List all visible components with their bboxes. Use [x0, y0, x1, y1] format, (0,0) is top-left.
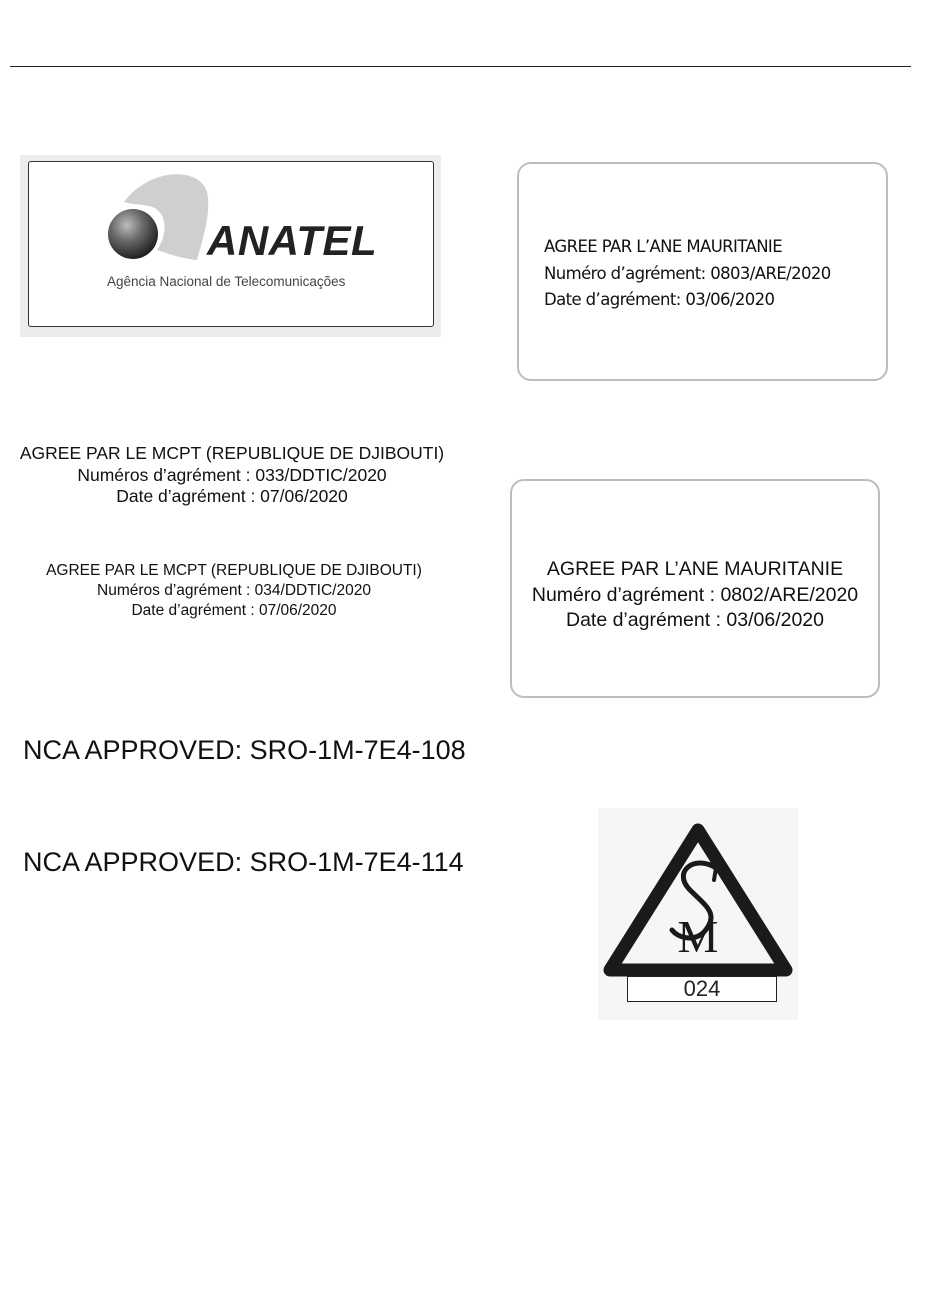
mauritanie-approval-box-2 — [510, 479, 880, 698]
sm-letter-m: M — [677, 911, 719, 962]
anatel-logo-panel — [20, 155, 441, 337]
nca-approval-1: NCA APPROVED: SRO-1M-7E4-108 — [23, 735, 466, 765]
anatel-logo — [28, 161, 434, 327]
nca-approval-2: NCA APPROVED: SRO-1M-7E4-114 — [23, 847, 464, 877]
mauritanie-2-title: AGREE PAR L’ANE MAURITANIE — [546, 558, 844, 580]
djibouti-2-number: Numéros d’agrément : 034/DDTIC/2020 — [97, 582, 371, 599]
anatel-name: ANATEL — [207, 217, 378, 264]
sm-certification-mark — [598, 808, 798, 1020]
djibouti-approval-2 — [12, 561, 456, 621]
sm-mark-number: 024 — [627, 976, 777, 1002]
djibouti-1-number: Numéros d’agrément : 033/DDTIC/2020 — [77, 464, 387, 485]
djibouti-2-title: AGREE PAR LE MCPT (REPUBLIQUE DE DJIBOUTI) — [46, 562, 422, 579]
djibouti-approval-1 — [8, 443, 456, 508]
mauritanie-1-date: Date d’agrément: 03/06/2020 — [544, 290, 775, 309]
djibouti-2-date: Date d’agrément : 07/06/2020 — [131, 602, 337, 619]
mauritanie-2-number: Numéro d’agrément : 0802/ARE/2020 — [531, 583, 859, 606]
anatel-subtitle: Agência Nacional de Telecomunicações — [107, 274, 346, 289]
mauritanie-approval-box-1 — [517, 162, 888, 381]
djibouti-1-date: Date d’agrément : 07/06/2020 — [116, 486, 348, 506]
mauritanie-1-number: Numéro d’agrément: 0803/ARE/2020 — [544, 263, 831, 283]
header-rule — [10, 66, 911, 67]
mauritanie-2-date: Date d’agrément : 03/06/2020 — [565, 609, 824, 631]
mauritanie-1-title: AGREE PAR L’ANE MAURITANIE — [544, 237, 783, 256]
djibouti-1-title: AGREE PAR LE MCPT (REPUBLIQUE DE DJIBOUTI) — [19, 443, 445, 463]
